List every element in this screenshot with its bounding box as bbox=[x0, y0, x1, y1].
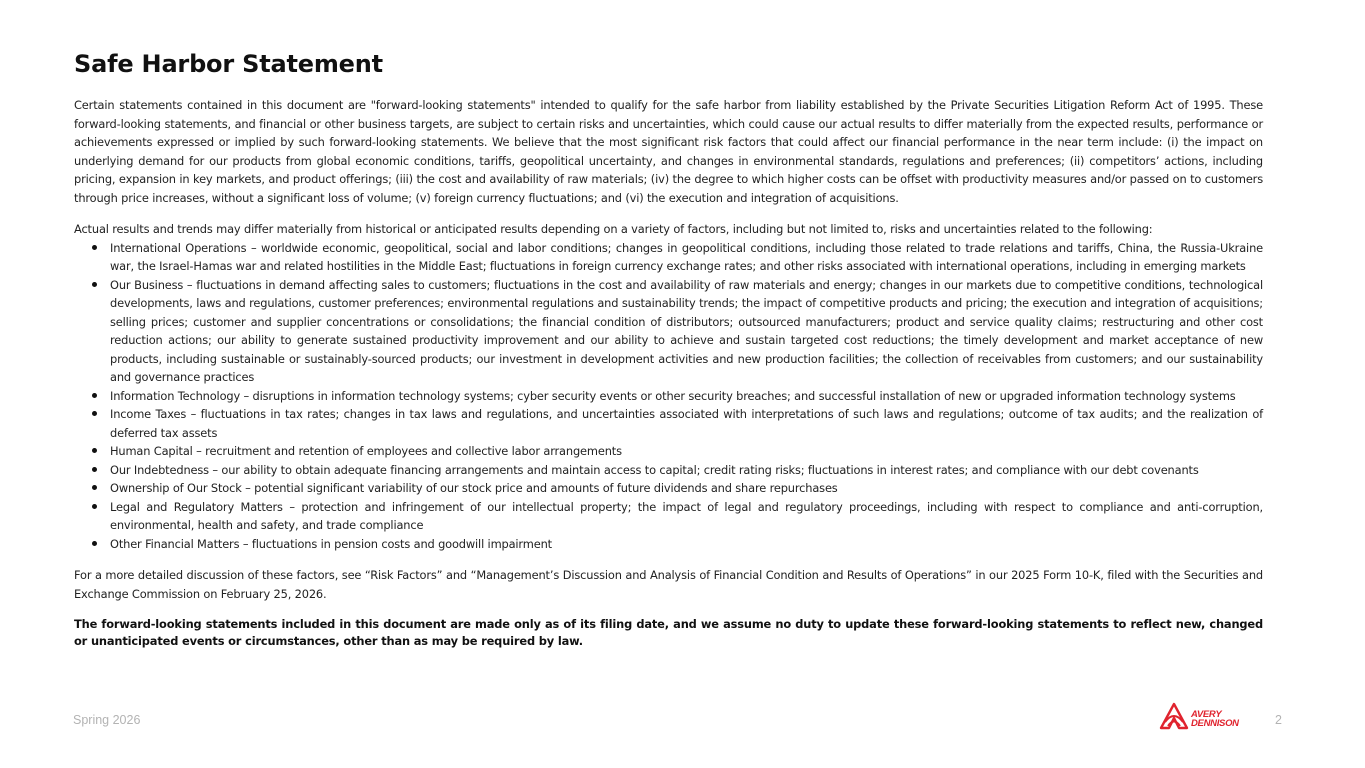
list-item bbox=[110, 535, 1263, 554]
bullet-icon bbox=[92, 504, 97, 509]
list-item-text: Human Capital – recruitment and retention of employees and collective labor arrangements bbox=[110, 444, 622, 458]
spacer bbox=[74, 207, 1263, 220]
list-item bbox=[110, 387, 1263, 406]
list-item-text: International Operations – worldwide economic, geopolitical, social and labor conditions; changes in geopolitical conditions, including those related to trade relations and tariffs, China, the Russia-Ukraine war, the Israel-Hamas war and related hostilities in the Middle East; fluctuations in foreign currency exchange rates; and other risks associated with international operations, including in emerging markets bbox=[110, 240, 1263, 273]
intro-paragraph: Certain statements contained in this document are "forward-looking statements" intended to qualify for the safe harbor from liability established by the Private Securities Litigation Reform Act of 1995. These forward-looking statements, and financial or other business targets, are subject to certain risks and uncertainties, which could cause our actual results to differ materially from the expected results, performance or achievements expressed or implied by such forward-looking statements. We believe that the most significant risk factors that could affect our financial performance in the near term include: (i) the impact on underlying demand for our products from global economic conditions, tariffs, geopolitical uncertainty, and changes in environmental standards, regulations and preferences; (ii) competitors’ actions, including pricing, expansion in key markets, and product offerings; (iii) the cost and availability of raw materials; (iv) the degree to which higher costs can be offset with productivity measures and/or passed on to customers through price increases, without a significant loss of volume; (v) foreign currency fluctuations; and (vi) the execution and integration of acquisitions. bbox=[74, 98, 1263, 205]
closing-statement: The forward-looking statements included in this document are made only as of its filing date, and we assume no duty to update these forward-looking statements to reflect new, changed or unanticipated events or circumstances, other than as may be required by law. bbox=[74, 617, 1263, 648]
bullet-icon bbox=[92, 485, 97, 490]
risk-factor-list bbox=[74, 239, 1263, 554]
list-item bbox=[110, 461, 1263, 480]
list-item-text: Legal and Regulatory Matters – protection and infringement of our intellectual property; the impact of legal and regulatory proceedings, including with respect to compliance and anti-corruption, environmental, health and safety, and trade compliance bbox=[110, 499, 1263, 532]
avery-dennison-logo-icon bbox=[1159, 702, 1189, 730]
bullet-icon bbox=[92, 467, 97, 472]
slide-title: Safe Harbor Statement bbox=[74, 50, 383, 78]
more-detail-paragraph: For a more detailed discussion of these factors, see “Risk Factors” and “Management’s Discussion and Analysis of Financial Condition and Results of Operations” in our 2025 Form 10-K, filed with the Securities and Exchange Commission on February 25, 2026. bbox=[74, 568, 1263, 601]
list-item-text: Other Financial Matters – fluctuations in pension costs and goodwill impairment bbox=[110, 536, 552, 551]
page-number: 2 bbox=[1275, 713, 1282, 727]
footer-date: Spring 2026 bbox=[73, 713, 141, 727]
logo-line-2: DENNISON bbox=[1191, 718, 1239, 729]
list-item bbox=[110, 479, 1263, 498]
logo-wordmark bbox=[1191, 710, 1239, 728]
spacer bbox=[74, 553, 1263, 566]
list-item-text: Ownership of Our Stock – potential significant variability of our stock price and amounts of future dividends and share repurchases bbox=[110, 481, 838, 495]
list-item-text: Our Business – fluctuations in demand affecting sales to customers; fluctuations in the cost and availability of raw materials and energy; changes in our markets due to competitive conditions, technological developments, laws and regulations, customer preferences; environmental regulations and sustainability trends; the impact of competitive products and pricing; the execution and integration of acquisitions; selling prices; customer and supplier concentrations or consolidations; the financial condition of distributors; outsourced manufacturers; product and service quality claims; restructuring and other cost reduction actions; our ability to generate sustained productivity improvement and our ability to achieve and sustain targeted cost reductions; the timely development and market acceptance of new products, including sustainable or sustainably-sourced products; our investment in development activities and new production facilities; the collection of receivables from customers; and our sustainability and governance practices bbox=[110, 277, 1263, 384]
list-intro: Actual results and trends may differ materially from historical or anticipated results depending on a variety of factors, including but not limited to, risks and uncertainties related to the following: bbox=[74, 222, 1153, 236]
bullet-icon bbox=[92, 541, 97, 546]
bullet-icon bbox=[92, 393, 97, 398]
list-item bbox=[110, 442, 1263, 461]
spacer bbox=[74, 603, 1263, 616]
bullet-icon bbox=[92, 411, 97, 416]
bullet-icon bbox=[92, 282, 97, 287]
company-logo bbox=[1159, 702, 1245, 732]
statement-body bbox=[74, 96, 1263, 650]
bullet-icon bbox=[92, 245, 97, 250]
list-item-text: Income Taxes – fluctuations in tax rates; changes in tax laws and regulations, and uncertainties associated with interpretations of such laws and regulations; outcome of tax audits; and the realization of deferred tax assets bbox=[110, 407, 1263, 440]
list-item-text: Information Technology – disruptions in information technology systems; cyber security events or other security breaches; and successful installation of new or upgraded information technology systems bbox=[110, 388, 1236, 403]
list-item-text: Our Indebtedness – our ability to obtain adequate financing arrangements and maintain access to capital; credit rating risks; fluctuations in interest rates; and compliance with our debt covenants bbox=[110, 462, 1199, 477]
bullet-icon bbox=[92, 448, 97, 453]
list-item bbox=[110, 276, 1263, 387]
list-item bbox=[110, 498, 1263, 535]
list-item bbox=[110, 239, 1263, 276]
logo-line-1: AVERY bbox=[1191, 709, 1222, 720]
list-item bbox=[110, 405, 1263, 442]
